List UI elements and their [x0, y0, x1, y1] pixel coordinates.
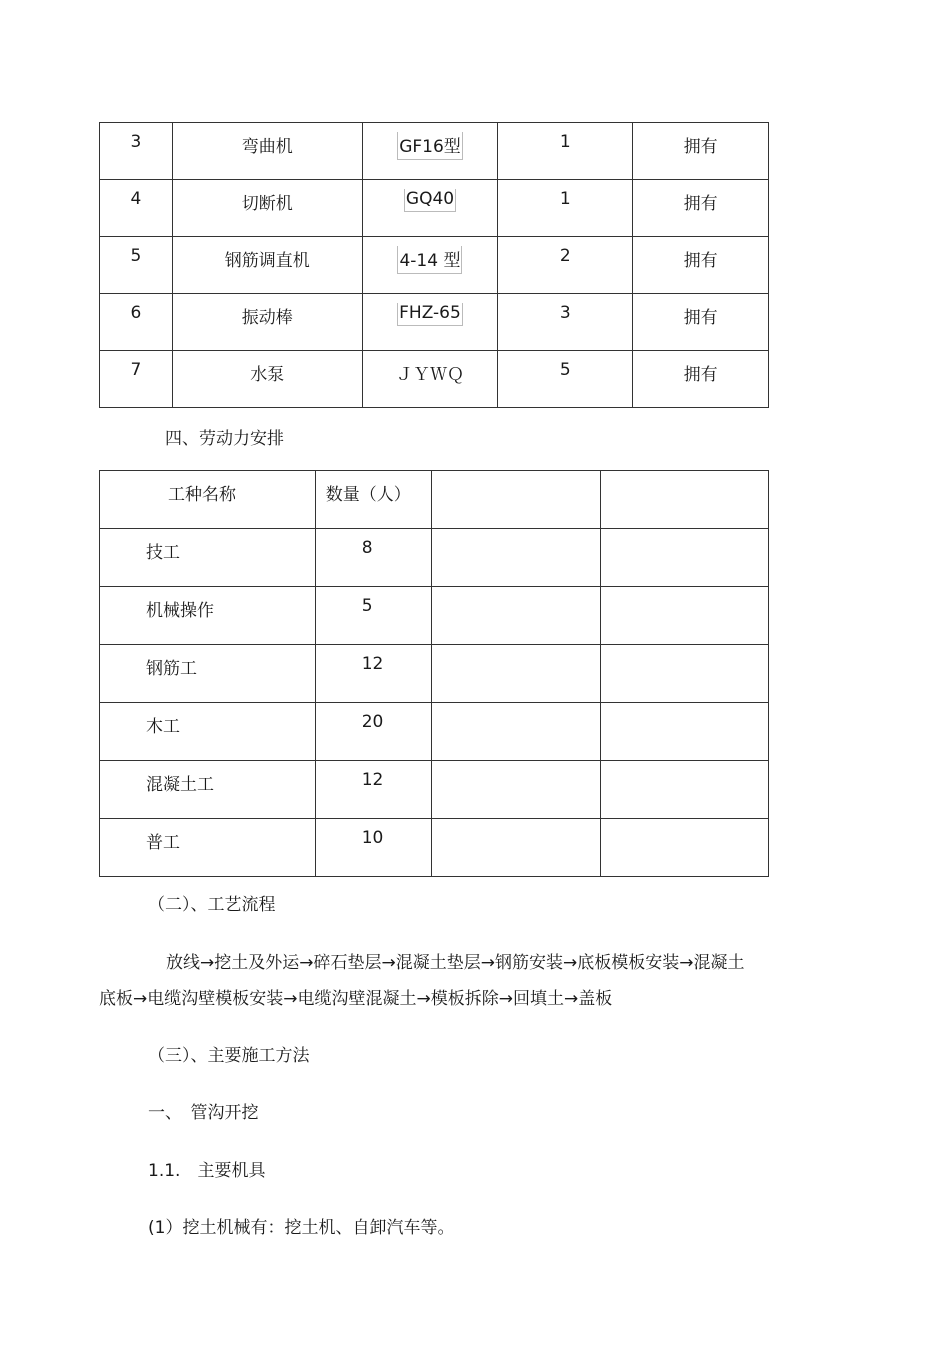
quantity: 3: [498, 294, 633, 351]
table-row: [100, 529, 769, 587]
empty-cell: [431, 529, 601, 587]
table-row: [100, 351, 769, 408]
table-row: [100, 819, 769, 877]
ownership-status: 拥有: [633, 180, 769, 237]
machine-model: ＪＹＷＱ: [395, 365, 464, 385]
empty-cell: [431, 761, 601, 819]
trade-name: 木工: [100, 703, 316, 761]
item-main-tools: 1.1. 主要机具: [148, 1161, 266, 1181]
machine-name: 振动棒: [172, 294, 362, 351]
table-row: [100, 703, 769, 761]
table-row: [100, 294, 769, 351]
ownership-status: 拥有: [633, 351, 769, 408]
machine-name: 钢筋调直机: [172, 237, 362, 294]
empty-cell: [601, 703, 769, 761]
column-header-count: 数量（人）: [315, 471, 431, 529]
process-flow-line-1: 放线→挖土及外运→碎石垫层→混凝土垫层→钢筋安装→底板模板安装→混凝土: [166, 953, 745, 973]
empty-cell: [601, 529, 769, 587]
section-heading-labor: 四、劳动力安排: [165, 429, 284, 449]
process-flow-line-2: 底板→电缆沟壁模板安装→电缆沟壁混凝土→模板拆除→回填土→盖板: [99, 989, 613, 1009]
machine-name: 弯曲机: [172, 123, 362, 180]
table-row: [100, 180, 769, 237]
worker-count: 5: [315, 587, 431, 645]
table-row: [100, 645, 769, 703]
worker-count: 12: [315, 761, 431, 819]
model-cell: [362, 294, 498, 351]
model-cell: [362, 351, 498, 408]
column-header-trade: 工种名称: [100, 471, 316, 529]
row-number: 7: [100, 351, 173, 408]
worker-count: 12: [315, 645, 431, 703]
equipment-table: [99, 122, 769, 408]
row-number: 5: [100, 237, 173, 294]
empty-cell: [601, 587, 769, 645]
machine-model: GQ40: [404, 189, 456, 212]
column-header-empty: [601, 471, 769, 529]
empty-cell: [431, 645, 601, 703]
labor-table: [99, 470, 769, 877]
ownership-status: 拥有: [633, 123, 769, 180]
trade-name: 混凝土工: [100, 761, 316, 819]
quantity: 1: [498, 180, 633, 237]
table-row: [100, 587, 769, 645]
section-heading-methods: （三）、主要施工方法: [148, 1046, 310, 1066]
quantity: 5: [498, 351, 633, 408]
worker-count: 20: [315, 703, 431, 761]
quantity: 1: [498, 123, 633, 180]
empty-cell: [601, 645, 769, 703]
machine-name: 切断机: [172, 180, 362, 237]
empty-cell: [431, 819, 601, 877]
empty-cell: [601, 819, 769, 877]
table-row: [100, 761, 769, 819]
machine-model: GF16型: [397, 132, 463, 160]
item-excavation-machines: (1）挖土机械有：挖土机、自卸汽车等。: [148, 1218, 455, 1238]
ownership-status: 拥有: [633, 294, 769, 351]
item-trench-excavation: 一、 管沟开挖: [148, 1103, 259, 1123]
trade-name: 普工: [100, 819, 316, 877]
worker-count: 8: [315, 529, 431, 587]
model-cell: [362, 180, 498, 237]
trade-name: 钢筋工: [100, 645, 316, 703]
trade-name: 技工: [100, 529, 316, 587]
machine-model: FHZ-65: [397, 303, 463, 326]
machine-model: 4-14 型: [397, 246, 462, 274]
row-number: 6: [100, 294, 173, 351]
trade-name: 机械操作: [100, 587, 316, 645]
machine-name: 水泵: [172, 351, 362, 408]
model-cell: [362, 237, 498, 294]
empty-cell: [601, 761, 769, 819]
table-row: [100, 237, 769, 294]
column-header-empty: [431, 471, 601, 529]
row-number: 4: [100, 180, 173, 237]
table-header-row: [100, 471, 769, 529]
empty-cell: [431, 703, 601, 761]
ownership-status: 拥有: [633, 237, 769, 294]
worker-count: 10: [315, 819, 431, 877]
row-number: 3: [100, 123, 173, 180]
table-row: [100, 123, 769, 180]
model-cell: [362, 123, 498, 180]
section-heading-process: （二）、工艺流程: [148, 895, 276, 915]
quantity: 2: [498, 237, 633, 294]
empty-cell: [431, 587, 601, 645]
